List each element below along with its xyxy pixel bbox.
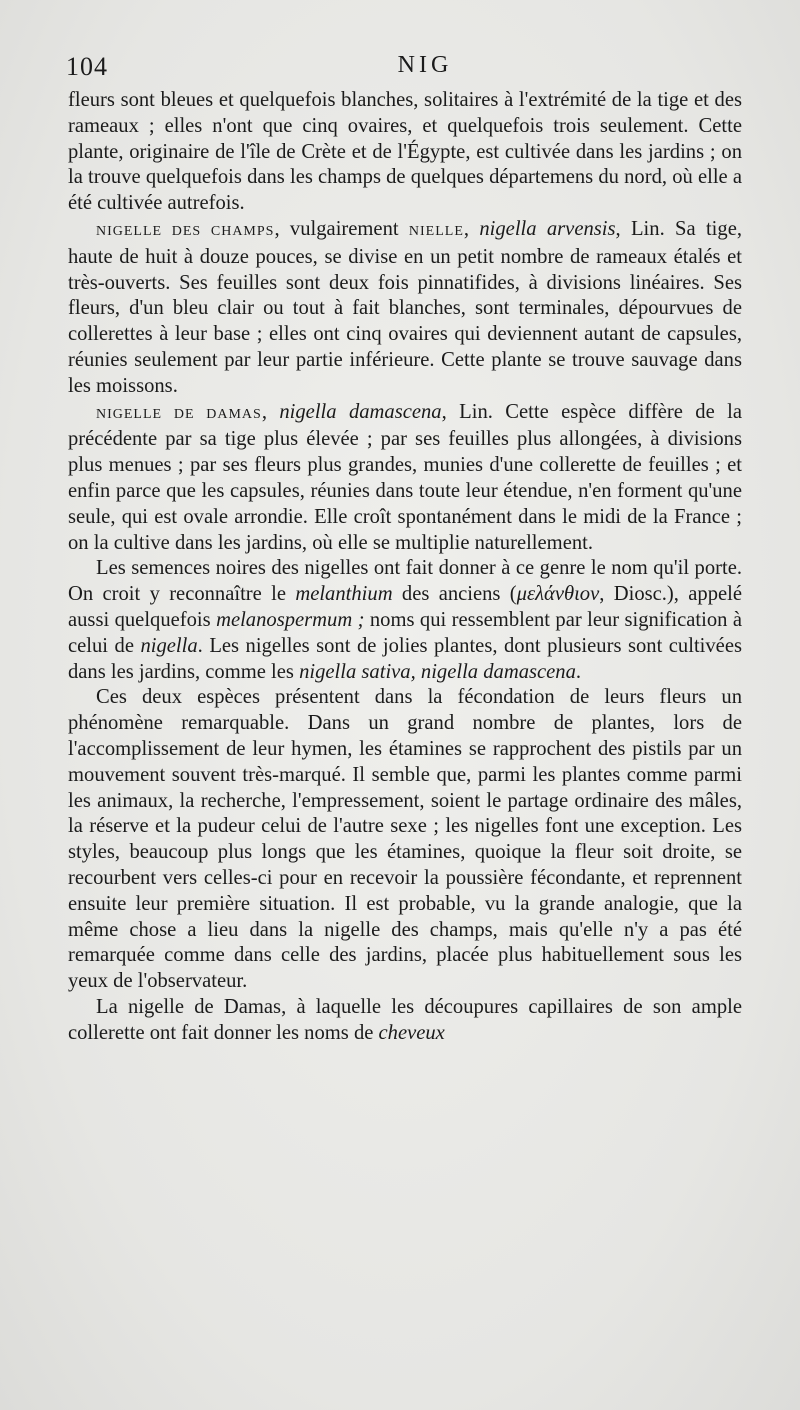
text-run: , Lin. Sa tige, haute de huit à douze pouces, se divise en un petit nombre de rameaux étalés et très-ouverts. Ses feuilles sont deux fois pinnatifides, à divisions linéaires. Ses fleurs, d'un bleu clair ou tout à fait blanches, sont terminales, dépourvues de collerettes à leur base ; elles ont cinq ovaires qui deviennent autant de capsules, réunies seulement par leur partie inférieure. Cette plante se trouve sauvage dans les moissons. bbox=[68, 217, 742, 397]
text-run: La nigelle de Damas, à laquelle les découpures capillaires de son ample collerette ont fait donner les noms de bbox=[68, 995, 742, 1044]
text-run: . Les nigelles sont de jolies plantes, dont plusieurs sont cultivées dans les jardins, comme les bbox=[68, 634, 742, 683]
paragraph-semences bbox=[68, 556, 742, 685]
text-run: , Lin. Cette espèce diffère de la précédente par sa tige plus élevée ; par ses feuilles plus allongées, à divisions plus menues ; par ses fleurs plus grandes, munies d'une collerette de feuilles ; et enfin parce que les capsules, réunies dans toute leur étendue, n'en forment qu'une seule, qui est ovale arrondie. Elle croît spontanément dans le midi de la France ; on la cultive dans les jardins, où elle se multiplie naturellement. bbox=[68, 400, 743, 554]
text-run: , bbox=[463, 217, 480, 240]
page-number: 104 bbox=[66, 52, 108, 81]
text-run: noms qui ressemblent par leur signification à celui de bbox=[68, 608, 743, 657]
text-run: fleurs sont bleues et quelquefois blanches, solitaires à l'extrémité de la tige et des rameaux ; elles n'ont que cinq ovaires, et quelquefois trois seulement. Cette plante, originaire de l'île de Crète et de l'Égypte, est cultivée dans les jardins ; on la trouve quelquefois dans les champs de quelques départemens du nord, où elle a été cultivée autrefois. bbox=[68, 89, 742, 215]
italic-term: nigella sativa, nigella damascena bbox=[299, 660, 576, 683]
italic-term: nigella bbox=[140, 634, 198, 657]
paragraph-fecondation bbox=[68, 685, 742, 995]
text-run: , vulgairement bbox=[274, 217, 409, 240]
italic-term: nigella damascena bbox=[279, 400, 442, 423]
smallcaps-heading: NIELLE bbox=[408, 223, 464, 239]
text-run: des anciens ( bbox=[392, 583, 517, 606]
italic-term: melanthium bbox=[295, 583, 393, 606]
paragraph-nigelle-damas-collerette bbox=[68, 995, 742, 1047]
paragraph-continuation bbox=[68, 88, 742, 217]
text-run: Les semences noires des nigelles ont fait donner à ce genre le nom qu'il porte. On croit y reconnaître le bbox=[68, 557, 742, 606]
italic-term: μελάνθιον bbox=[516, 583, 600, 606]
italic-term: cheveux bbox=[378, 1021, 445, 1044]
italic-term: melanospermum ; bbox=[216, 608, 365, 631]
text-run: Ces deux espèces présentent dans la fécondation de leurs fleurs un phénomène remarquable. Dans un grand nombre de plantes, lors de l'accomplissement de leur hymen, les étamines se rapprochent des pistils par un mouvement souvent très-marqué. Il semble que, parmi les plantes comme parmi les animaux, la recherche, l'empressement, soient le partage ordinaire des mâles, la réserve et la pudeur celui de l'autre sexe ; les nigelles font une exception. Les styles, beaucoup plus longs que les étamines, quoique la fleur soit droite, se recourbent vers celles-ci pour en recevoir la poussière fécondante, et reprennent ensuite leur première situation. Il est probable, vu la grande analogie, que la même chose a lieu dans la nigelle des champs, mais qu'elle n'y a pas été remarquée comme dans celle des jardins, placée plus habituellement sous les yeux de l'observateur. bbox=[68, 686, 742, 993]
text-run: , Diosc.), appelé aussi quelquefois bbox=[68, 583, 742, 631]
paragraph-nigelle-des-champs bbox=[68, 217, 742, 400]
paragraph-nigelle-de-damas bbox=[68, 400, 742, 557]
page-body bbox=[68, 88, 742, 1046]
text-run: , bbox=[261, 400, 280, 423]
text-run: . bbox=[575, 660, 582, 683]
smallcaps-heading: NIGELLE DE DAMAS bbox=[96, 406, 262, 422]
running-head: NIG bbox=[397, 52, 453, 78]
smallcaps-heading: NIGELLE DES CHAMPS bbox=[96, 223, 275, 239]
italic-term: nigella arvensis bbox=[479, 217, 616, 240]
page-header bbox=[66, 52, 744, 92]
